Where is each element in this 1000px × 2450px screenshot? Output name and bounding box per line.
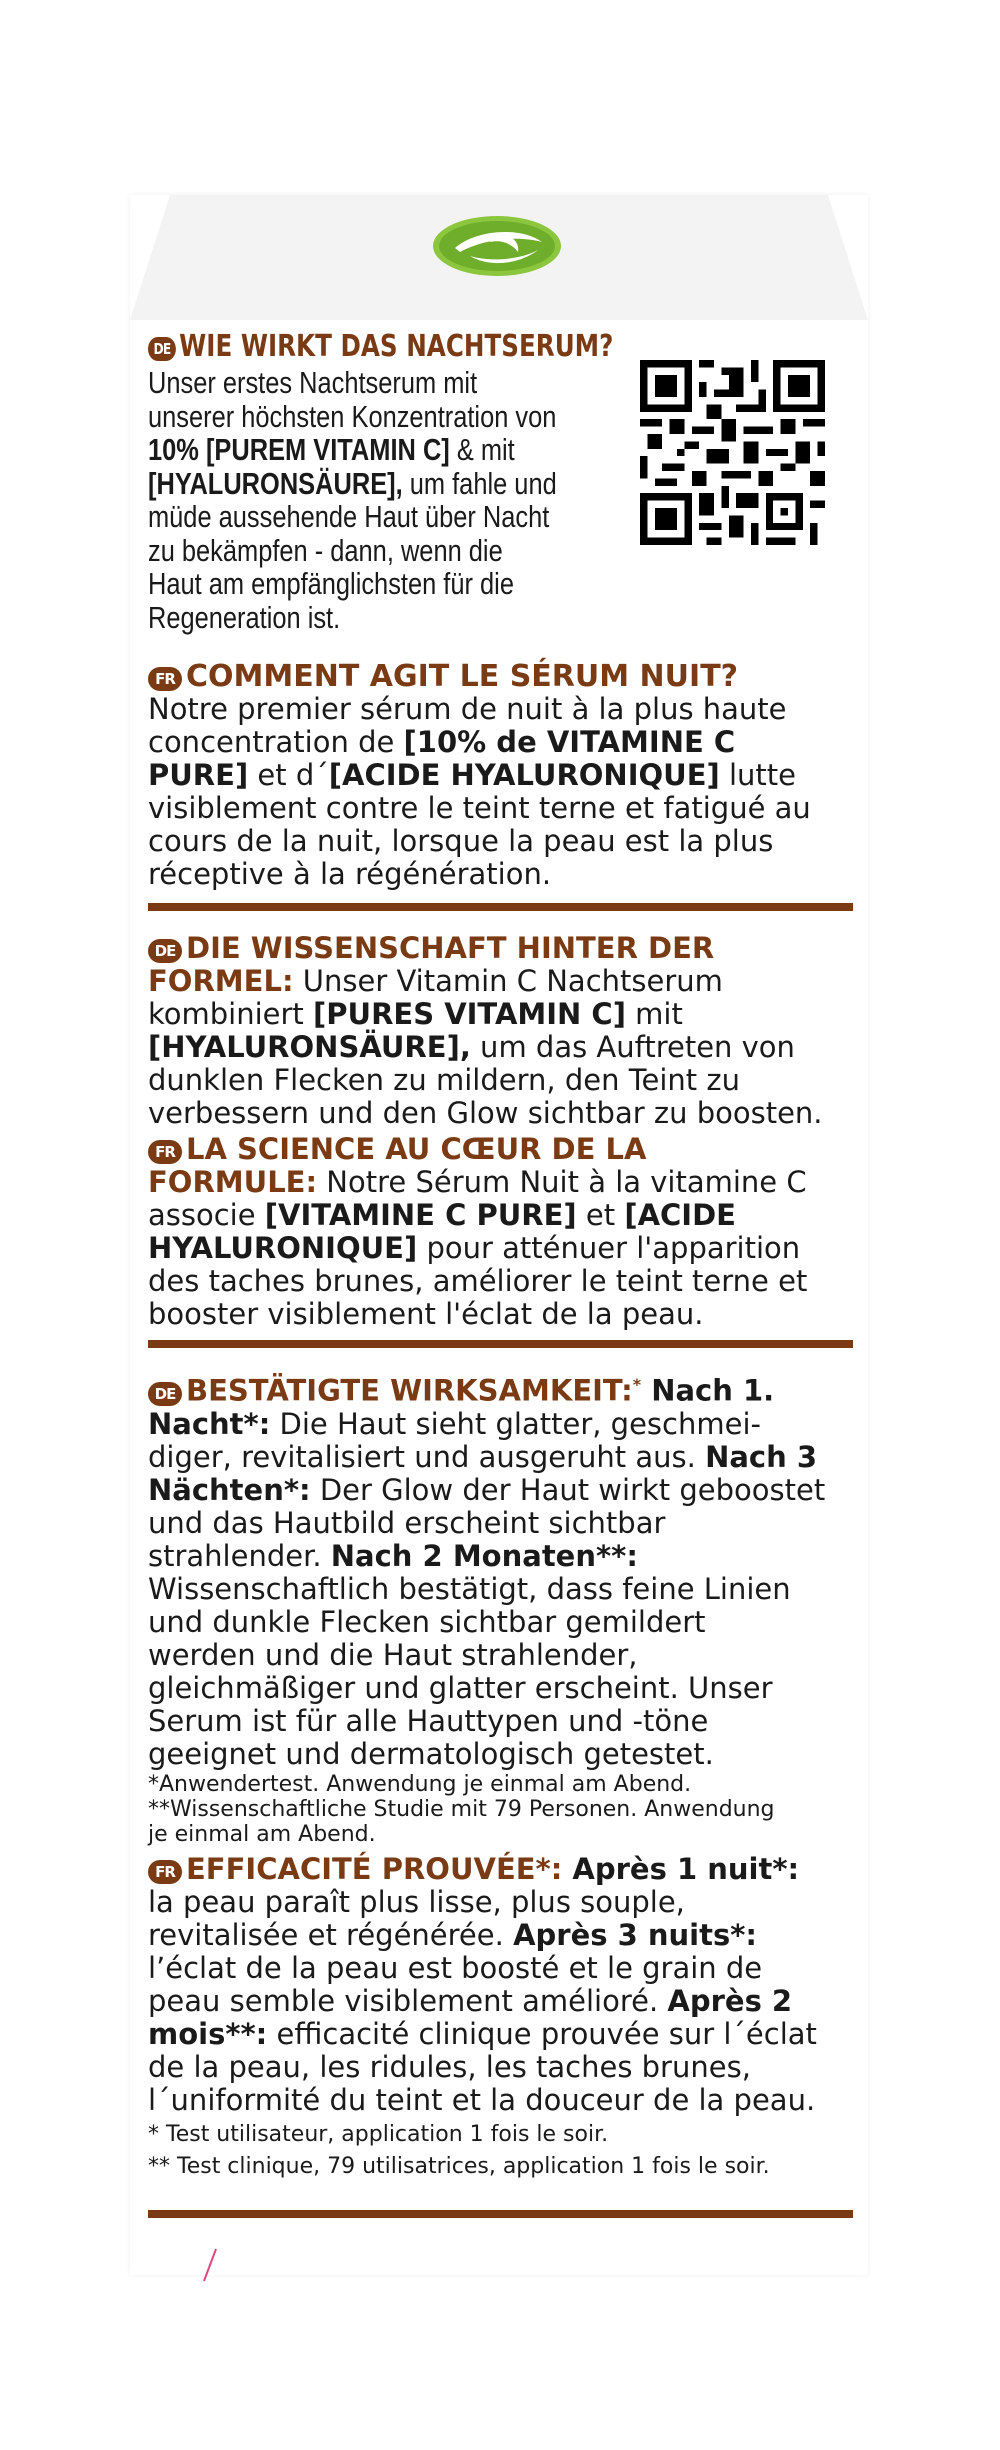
de-science: DE DIE WISSENSCHAFT HINTER DER FORMEL: Unser Vitamin C Nachtserum kombiniert [PURES VITAMIN C] mit [HYALURONSÄURE], um das Auftreten von dunklen Flecken zu mildern, den Teint zu verbessern und den Glow sichtbar zu boosten. [148,931,823,1130]
language-badge-de: DE [148,939,182,963]
section-heading: COMMENT AGIT LE SÉRUM NUIT? [186,659,739,694]
language-badge-de: DE [148,337,176,361]
de-proven-efficacy: DE BESTÄTIGTE WIRKSAMKEIT:* Nach 1. Nacht*: Die Haut sieht glatter, geschmei- diger, revitalisiert und ausgeruht aus. Nach 3 Nächten*: Der Glow der Haut wirkt geboostet und das Hautbild erscheint sichtbar strahlender. Nach 2 Monaten**: Wissenschaftlich bestätigt, dass feine Linien und dunkle Flecken sichtbar gemildert werden und die Haut strahlender, gleichmäßiger und glatter erscheint. Unser Serum ist für alle Hauttypen und -töne geeignet und dermatologisch getestet. *Anwendertest. Anwendung je einmal am Abend. **Wissenschaftliche Studie mit 79 Personen. Anwendung je einmal am Abend. [148,1373,826,1847]
divider [148,903,853,911]
section-heading: WIE WIRKT DAS NACHTSERUM? [179,329,614,364]
pink-mark [200,2245,220,2285]
language-badge-fr: FR [148,1860,182,1884]
language-badge-de: DE [148,1382,182,1406]
divider [148,2210,853,2218]
fr-science: FR LA SCIENCE AU CŒUR DE LA FORMULE: Notre Sérum Nuit à la vitamine C associe [VITAMINE C PURE] et [ACIDE HYALURONIQUE] pour atténuer l'apparition des taches brunes, améliorer le teint terne et booster visiblement l'éclat de la peau. [148,1132,808,1331]
language-badge-fr: FR [148,1140,182,1164]
leaf-logo-icon [430,212,565,280]
de-how-it-works: DE WIE WIRKT DAS NACHTSERUM? Unser erstes Nachtserum mit unserer höchsten Konzentration von 10% [PUREM VITAMIN C] & mit [HYALURONSÄURE], um fahle und müde aussehende Haut über Nacht zu bekämpfen - dann, wenn die Haut am empfänglichsten für die Regeneration ist. [148,329,614,635]
language-badge-fr: FR [148,667,182,691]
fr-proven-efficacy: FR EFFICACITÉ PROUVÉE*: Après 1 nuit*: la peau paraît plus lisse, plus souple, revitalisée et régénérée. Après 3 nuits*: l’éclat de la peau est boosté et le grain de peau semble visiblement amélioré. Après 2 mois**: efficacité clinique prouvée sur l´éclat de la peau, les ridules, les taches brunes, l´uniformité du teint et la douceur de la peau. * Test utilisateur, application 1 fois le soir. ** Test clinique, 79 utilisatrices, application 1 fois le soir. [148,1852,817,2179]
divider [148,1340,853,1348]
fr-how-it-works: FR COMMENT AGIT LE SÉRUM NUIT? Notre premier sérum de nuit à la plus haute concentration de [10% de VITAMINE C PURE] et d´[ACIDE HYALURONIQUE] lutte visiblement contre le teint terne et fatigué au cours de la nuit, lorsque la peau est la plus réceptive à la régénération. [148,659,811,891]
